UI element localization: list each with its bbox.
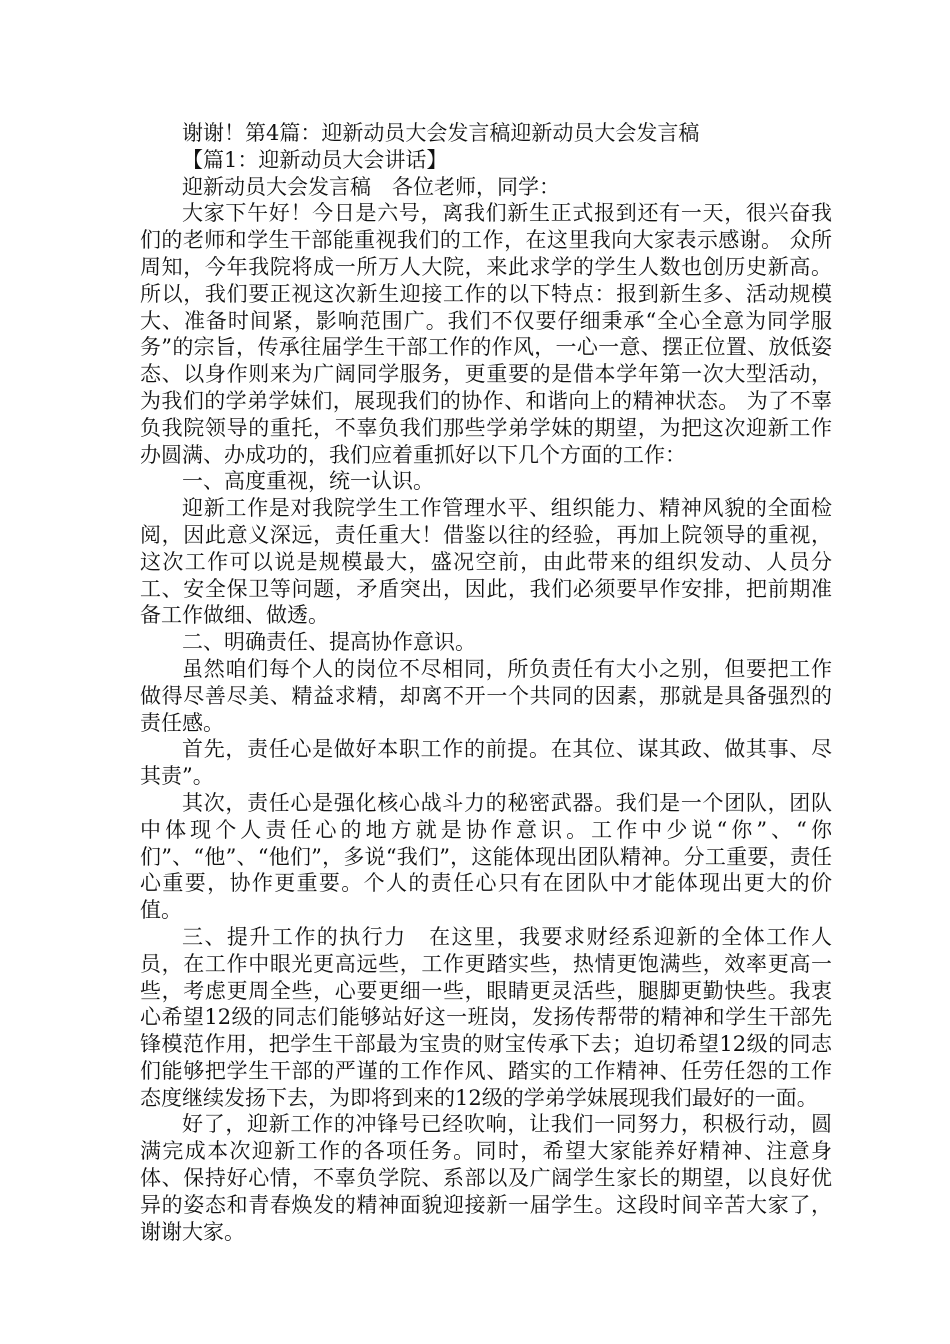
body-paragraph: 其次，责任心是强化核心战斗力的秘密武器。我们是一个团队，团队中体现个人责任心的地方就是协作意识。工作中少说“你”、“你们”、“他”、“他们”，多说“我们”，这能体现出团队精神。分工重要，责任心重要，协作更重要。个人的责任心只有在团队中才能体现出更大的价值。 <box>140 790 832 923</box>
greeting-line: 迎新动员大会发言稿 各位老师，同学： <box>182 174 560 199</box>
body-paragraph: 虽然咱们每个人的岗位不尽相同，所负责任有大小之别，但要把工作做得尽善尽美、精益求精，却离不开一个共同的因素，那就是具备强烈的责任感。 <box>140 656 832 735</box>
document-body <box>140 120 832 1245</box>
subheading-two: 二、明确责任、提高协作意识。 <box>182 630 476 655</box>
subheading-one: 一、高度重视，统一认识。 <box>182 469 434 494</box>
body-paragraph: 大家下午好！今日是六号，离我们新生正式报到还有一天，很兴奋我们的老师和学生干部能重视我们的工作，在这里我向大家表示感谢。 众所周知，今年我院将成一所万人大院，来此求学的学生人数也创历史新高。所以，我们要正视这次新生迎接工作的以下特点：报到新生多、活动规模大、准备时间紧，影响范围广。我们不仅要仔细秉承“全心全意为同学服务”的宗旨，传承往届学生干部工作的作风，一心一意、摆正位置、放低姿态、以身作则来为广阔同学服务，更重要的是借本学年第一次大型活动，为我们的学弟学妹们，展现我们的协作、和谐向上的精神状态。 为了不辜负我院领导的重托，不辜负我们那些学弟学妹的期望，为把这次迎新工作办圆满、办成功的，我们应着重抓好以下几个方面的工作： <box>140 201 832 467</box>
body-paragraph: 迎新工作是对我院学生工作管理水平、组织能力、精神风貌的全面检阅，因此意义深远，责任重大！借鉴以往的经验，再加上院领导的重视，这次工作可以说是规模最大，盛况空前，由此带来的组织发动、人员分工、安全保卫等问题，矛盾突出，因此，我们必须要早作安排，把前期准备工作做细、做透。 <box>140 496 832 628</box>
subheading-three-paragraph: 三、提升工作的执行力 在这里，我要求财经系迎新的全体工作人员，在工作中眼光更高远些，工作更踏实些，热情更饱满些，效率更高一些，考虑更周全些，心要更细一些，眼睛更灵活些，腿脚更勤快些。我衷心希望12级的同志们能够站好这一班岗，发扬传帮带的精神和学生干部先锋模范作用，把学生干部最为宝贵的财宝传承下去；迫切希望12级的同志们能够把学生干部的严谨的工作作风、踏实的工作精神、任劳任怨的工作态度继续发扬下去，为即将到来的12级的学弟学妹展现我们最好的一面。 <box>140 924 832 1110</box>
closing-paragraph: 好了，迎新工作的冲锋号已经吹响，让我们一同努力，积极行动，圆满完成本次迎新工作的各项任务。同时，希望大家能养好精神、注意身体、保持好心情，不辜负学院、系部以及广阔学生家长的期望，以良好优异的姿态和青春焕发的精神面貌迎接新一届学生。这段时间辛苦大家了，谢谢大家。 <box>140 1112 832 1244</box>
body-paragraph: 首先，责任心是做好本职工作的前提。在其位、谋其政、做其事、尽其责”。 <box>140 737 832 789</box>
section-title: 【篇1：迎新动员大会讲话】 <box>182 147 448 172</box>
heading-line: 谢谢！第4篇：迎新动员大会发言稿迎新动员大会发言稿 <box>182 121 700 145</box>
